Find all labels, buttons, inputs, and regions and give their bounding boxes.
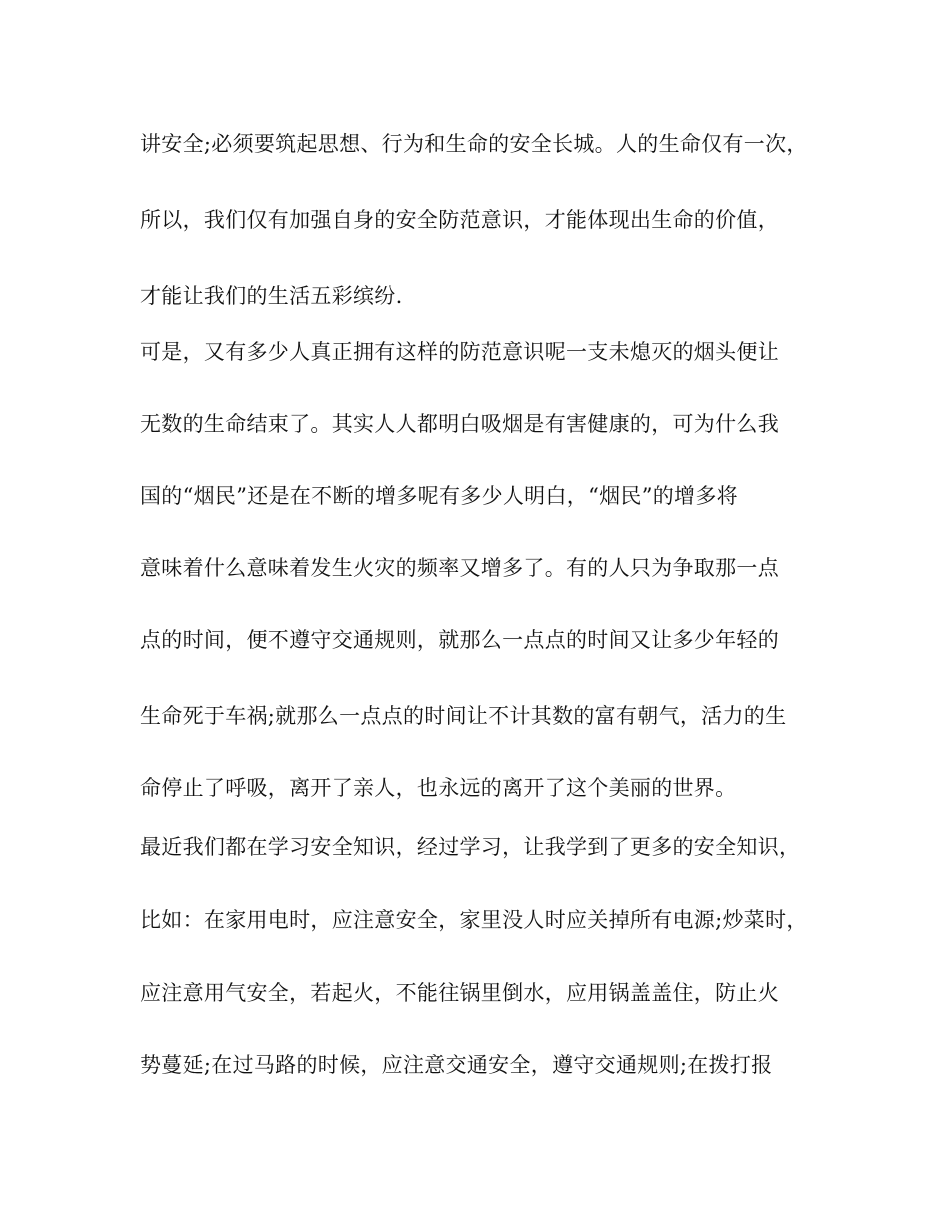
text-line: 所以，我们仅有加强自身的安全防范意识，才能体现出生命的价值， — [140, 208, 779, 232]
text-line: 无数的生命结束了。其实人人都明白吸烟是有害健康的，可为什么我 — [140, 412, 779, 436]
text-line: 命停止了呼吸，离开了亲人，也永远的离开了这个美丽的世界。 — [140, 776, 737, 800]
text-line: 比如：在家用电时，应注意安全，家里没人时应关掉所有电源;炒菜时， — [140, 908, 808, 932]
text-line: 势蔓延;在过马路的时候，应注意交通安全，遵守交通规则;在拨打报 — [140, 1053, 773, 1077]
text-line: 生命死于车祸;就那么一点点的时间让不计其数的富有朝气，活力的生 — [140, 704, 787, 728]
text-line: 讲安全;必须要筑起思想、行为和生命的安全长城。人的生命仅有一次， — [140, 132, 808, 156]
text-line: 点的时间，便不遵守交通规则，就那么一点点的时间又让多少年轻的 — [140, 628, 779, 652]
text-line: 国的“烟民”还是在不断的增多呢有多少人明白，“烟民”的增多将 — [140, 484, 738, 508]
text-line: 最近我们都在学习安全知识，经过学习，让我学到了更多的安全知识， — [140, 835, 801, 859]
text-line: 才能让我们的生活五彩缤纷. — [140, 284, 403, 308]
text-line: 应注意用气安全，若起火，不能往锅里倒水，应用锅盖盖住，防止火 — [140, 981, 779, 1005]
text-line: 意味着什么意味着发生火灾的频率又增多了。有的人只为争取那一点 — [140, 556, 779, 580]
text-line: 可是，又有多少人真正拥有这样的防范意识呢一支未熄灭的烟头便让 — [140, 340, 779, 364]
